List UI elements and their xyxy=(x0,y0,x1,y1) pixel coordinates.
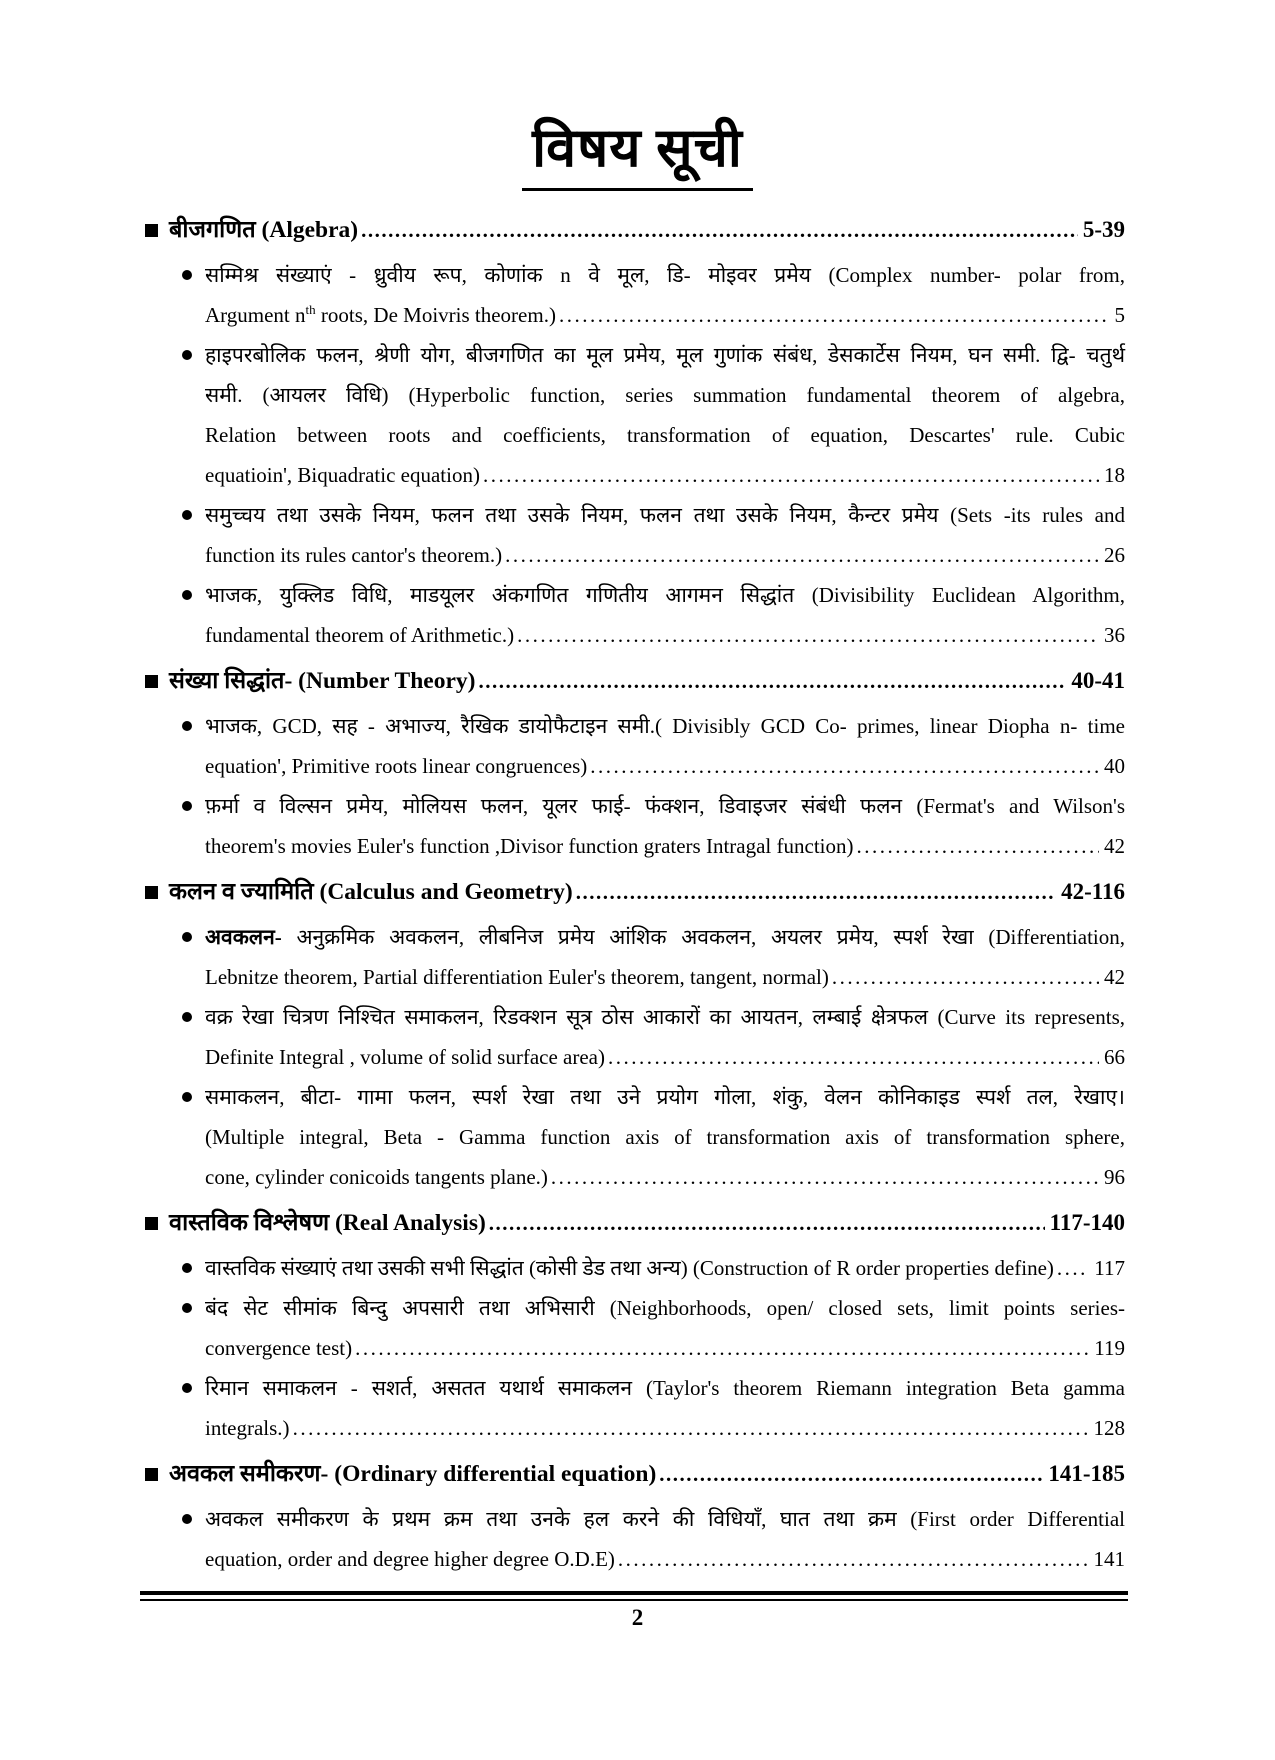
entry-text: equation, order and degree higher degree O.D.E) xyxy=(205,1547,615,1571)
entry-line: बंद सेट सीमांक बिन्दु अपसारी तथा अभिसारी (Neighborhoods, open/ closed sets, limit points series- xyxy=(205,1296,1125,1320)
entry-last-line xyxy=(205,535,1125,575)
entry-last-line xyxy=(205,295,1125,335)
entry-page-number: 128 xyxy=(1093,1416,1125,1440)
section-heading-hi: संख्या सिद्धांत- xyxy=(169,668,293,694)
entry-last-line xyxy=(205,1408,1125,1448)
section-heading-hi: अवकल समीकरण- xyxy=(169,1461,329,1487)
entry-text: integrals.) xyxy=(205,1416,290,1440)
dot-leader xyxy=(1057,1248,1089,1288)
section-heading-en: (Ordinary differential equation) xyxy=(334,1461,657,1487)
entry-page-number: 40 xyxy=(1104,754,1125,778)
entry-last-line xyxy=(205,455,1125,495)
entry-page-number: 42 xyxy=(1104,834,1125,858)
dot-leader xyxy=(659,1451,1043,1497)
entry-text: Definite Integral , volume of solid surface area) xyxy=(205,1045,605,1069)
section-heading xyxy=(169,1451,656,1497)
entry-last-line xyxy=(205,615,1125,655)
entry-text xyxy=(205,295,556,335)
toc-entry xyxy=(145,1288,1125,1368)
entry-text-post: roots, De Moivris theorem.) xyxy=(315,303,556,327)
footer-page-number: 2 xyxy=(631,1605,644,1630)
bullet-icon xyxy=(182,1263,192,1273)
toc-entry xyxy=(145,706,1125,786)
entry-text: Lebnitze theorem, Partial differentiation Euler's theorem, tangent, normal) xyxy=(205,965,829,989)
entry-text: equation', Primitive roots linear congruences) xyxy=(205,754,588,778)
dot-leader xyxy=(832,957,1099,997)
bullet-icon xyxy=(182,932,192,942)
section-heading-en: (Algebra) xyxy=(261,217,359,243)
toc-section-heading xyxy=(145,869,1125,915)
section-page-range: 42-116 xyxy=(1061,879,1125,904)
bullet-icon xyxy=(182,1012,192,1022)
bullet-icon xyxy=(182,1514,192,1524)
toc-section-heading xyxy=(145,207,1125,253)
bullet-icon xyxy=(182,350,192,360)
toc-entry xyxy=(145,786,1125,866)
footer-double-rule xyxy=(140,1591,1128,1601)
entry-line: Relation between roots and coefficients, transformation of equation, Descartes' rule. Cubic xyxy=(205,423,1125,447)
section-page-range: 40-41 xyxy=(1071,668,1125,693)
section-heading xyxy=(169,207,358,253)
bullet-icon xyxy=(182,1303,192,1313)
dot-leader xyxy=(559,295,1110,335)
bullet-icon xyxy=(182,510,192,520)
entry-last-line xyxy=(205,1248,1125,1288)
entry-text: convergence test) xyxy=(205,1336,353,1360)
entry-text: equatioin', Biquadratic equation) xyxy=(205,463,480,487)
toc-entry xyxy=(145,1248,1125,1288)
entry-lead-bold: अवकलन- xyxy=(205,925,282,949)
square-bullet-icon xyxy=(145,224,158,237)
square-bullet-icon xyxy=(145,675,158,688)
entry-last-line xyxy=(205,957,1125,997)
toc-content xyxy=(145,207,1125,1579)
square-bullet-icon xyxy=(145,1217,158,1230)
entry-page-number: 18 xyxy=(1104,463,1125,487)
entry-line-text: अनुक्रमिक अवकलन, लीबनिज प्रमेय आंशिक अवकलन, अयलर प्रमेय, स्पर्श रेखा (Differentiation, xyxy=(296,925,1125,949)
toc-entry xyxy=(145,1499,1125,1579)
entry-last-line xyxy=(205,1037,1125,1077)
section-heading-hi: कलन व ज्यामिति xyxy=(169,879,314,905)
dot-leader xyxy=(489,1200,1045,1246)
entry-text: cone, cylinder conicoids tangents plane.) xyxy=(205,1165,548,1189)
toc-entry xyxy=(145,917,1125,997)
entry-text-pre: Argument n xyxy=(205,303,306,327)
entry-page-number: 117 xyxy=(1094,1256,1125,1280)
entry-line xyxy=(205,917,1125,957)
entry-line: फ़र्मा व विल्सन प्रमेय, मोलियस फलन, यूलर फाई- फंक्शन, डिवाइजर संबंधी फलन (Fermat's and Wilson's xyxy=(205,794,1125,818)
entry-line: समाकलन, बीटा- गामा फलन, स्पर्श रेखा तथा उने प्रयोग गोला, शंकु, वेलन कोनिकाइड स्पर्श तल, रेखाए। xyxy=(205,1085,1125,1109)
entry-page-number: 26 xyxy=(1104,543,1125,567)
dot-leader xyxy=(505,535,1099,575)
square-bullet-icon xyxy=(145,1468,158,1481)
toc-section-heading xyxy=(145,1200,1125,1246)
entry-page-number: 119 xyxy=(1094,1336,1125,1360)
toc-entry xyxy=(145,1077,1125,1197)
entry-last-line xyxy=(205,1539,1125,1579)
entry-page-number: 36 xyxy=(1104,623,1125,647)
entry-line: भाजक, युक्लिड विधि, माडयूलर अंकगणित गणितीय आगमन सिद्धांत (Divisibility Euclidean Algorithm, xyxy=(205,583,1125,607)
section-heading xyxy=(169,869,573,915)
entry-text: theorem's movies Euler's function ,Divisor function graters Intragal function) xyxy=(205,834,854,858)
entry-line: (Multiple integral, Beta - Gamma function axis of transformation axis of transformation sphere, xyxy=(205,1125,1125,1149)
section-page-range: 117-140 xyxy=(1049,1210,1125,1235)
section-heading-en: (Number Theory) xyxy=(298,668,476,694)
entry-line: सम्मिश्र संख्याएं - ध्रुवीय रूप, कोणांक n वे मूल, डि- मोइवर प्रमेय (Complex number- polar from, xyxy=(205,263,1125,287)
dot-leader xyxy=(551,1157,1099,1197)
section-heading-hi: बीजगणित xyxy=(169,217,256,243)
bullet-icon xyxy=(182,270,192,280)
entry-line: हाइपरबोलिक फलन, श्रेणी योग, बीजगणित का मूल प्रमेय, मूल गुणांक संबंध, डेसकार्टेस नियम, घन समी. द्वि- चतुर्थ xyxy=(205,343,1125,367)
bullet-icon xyxy=(182,590,192,600)
entry-line: अवकल समीकरण के प्रथम क्रम तथा उनके हल करने की विधियाँ, घात तथा क्रम (First order Differential xyxy=(205,1507,1125,1531)
entry-line: रिमान समाकलन - सशर्त, असतत यथार्थ समाकलन (Taylor's theorem Riemann integration Beta gamma xyxy=(205,1376,1125,1400)
entry-last-line xyxy=(205,1328,1125,1368)
dot-leader xyxy=(483,455,1099,495)
page-title: विषय सूची xyxy=(522,110,753,191)
section-heading-en: (Real Analysis) xyxy=(334,1210,486,1236)
dot-leader xyxy=(576,869,1056,915)
toc-entry xyxy=(145,1368,1125,1448)
bullet-icon xyxy=(182,721,192,731)
toc-section-heading xyxy=(145,1451,1125,1497)
entry-page-number: 96 xyxy=(1104,1165,1125,1189)
entry-text: fundamental theorem of Arithmetic.) xyxy=(205,623,515,647)
dot-leader xyxy=(517,615,1099,655)
dot-leader xyxy=(361,207,1078,253)
toc-entry xyxy=(145,495,1125,575)
dot-leader xyxy=(590,746,1099,786)
dot-leader xyxy=(293,1408,1089,1448)
square-bullet-icon xyxy=(145,886,158,899)
section-heading xyxy=(169,1200,486,1246)
entry-line: भाजक, GCD, सह - अभाज्य, रैखिक डायोफैटाइन समी.( Divisibly GCD Co- primes, linear Diopha n- time xyxy=(205,714,1125,738)
toc-entry xyxy=(145,255,1125,335)
entry-line: वक्र रेखा चित्रण निश्चित समाकलन, रिडक्शन सूत्र ठोस आकारों का आयतन, लम्बाई क्षेत्रफल (Curve its represents, xyxy=(205,1005,1125,1029)
dot-leader xyxy=(856,826,1099,866)
toc-entry xyxy=(145,335,1125,495)
section-page-range: 5-39 xyxy=(1082,217,1125,242)
toc-section-heading xyxy=(145,658,1125,704)
entry-page-number: 5 xyxy=(1114,303,1125,327)
section-heading xyxy=(169,658,476,704)
entry-last-line xyxy=(205,746,1125,786)
entry-page-number: 141 xyxy=(1093,1547,1125,1571)
title-block xyxy=(0,110,1275,191)
toc-entry xyxy=(145,575,1125,655)
entry-last-line xyxy=(205,1157,1125,1197)
entry-page-number: 42 xyxy=(1104,965,1125,989)
dot-leader xyxy=(608,1037,1099,1077)
entry-last-line xyxy=(205,826,1125,866)
toc-entry xyxy=(145,997,1125,1077)
entry-line: समी. (आयलर विधि) (Hyperbolic function, series summation fundamental theorem of algebra, xyxy=(205,383,1125,407)
bullet-icon xyxy=(182,1383,192,1393)
bullet-icon xyxy=(182,1092,192,1102)
dot-leader xyxy=(618,1539,1089,1579)
dot-leader xyxy=(479,658,1067,704)
superscript: th xyxy=(305,302,316,317)
entry-text: function its rules cantor's theorem.) xyxy=(205,543,503,567)
section-page-range: 141-185 xyxy=(1048,1461,1125,1486)
entry-page-number: 66 xyxy=(1104,1045,1125,1069)
dot-leader xyxy=(355,1328,1089,1368)
section-heading-en: (Calculus and Geometry) xyxy=(319,879,573,905)
bullet-icon xyxy=(182,801,192,811)
entry-line: समुच्चय तथा उसके नियम, फलन तथा उसके नियम, फलन तथा उसके नियम, कैन्टर प्रमेय (Sets -its rules and xyxy=(205,503,1125,527)
section-heading-hi: वास्तविक विश्लेषण xyxy=(169,1210,330,1236)
entry-text: वास्तविक संख्याएं तथा उसकी सभी सिद्धांत (कोसी डेड तथा अन्य) (Construction of R order properties define) xyxy=(205,1256,1054,1280)
